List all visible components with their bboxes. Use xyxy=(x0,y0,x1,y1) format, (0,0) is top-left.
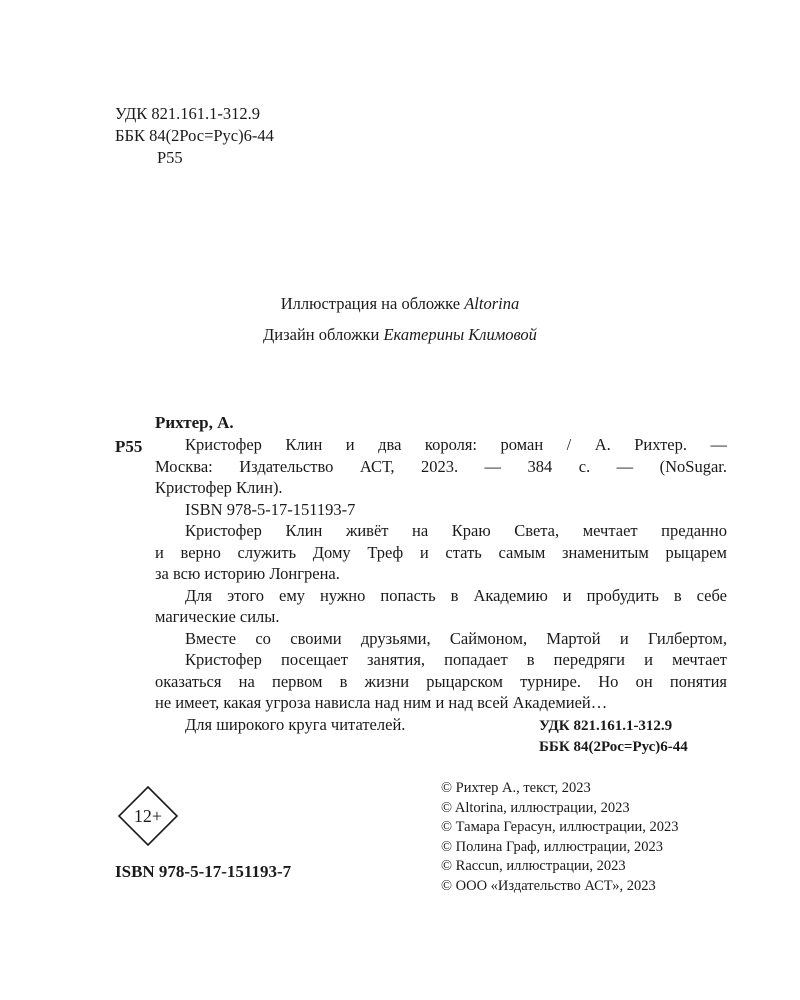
annotation-line: магические силы. xyxy=(155,607,280,626)
entry-line: Кристофер Клин). xyxy=(155,478,283,497)
copyright-line: © ООО «Издательство АСТ», 2023 xyxy=(441,877,656,894)
annotation-line: оказаться на первом в жизни рыцарском турнире. Но он понятия xyxy=(155,671,727,691)
copyright-line: © Altorina, иллюстрации, 2023 xyxy=(441,799,630,816)
entry-author: Рихтер, А. xyxy=(155,413,234,432)
design-credit xyxy=(0,325,800,345)
illustration-label: Иллюстрация на обложке xyxy=(280,294,461,313)
bibliographic-entry xyxy=(155,434,727,735)
copyright-line: © Рихтер А., текст, 2023 xyxy=(441,780,591,796)
top-classification-codes xyxy=(115,103,274,169)
annotation-line: не имеет, какая угроза нависла над ним и над всей Академией… xyxy=(155,693,608,712)
entry-isbn: ISBN 978-5-17-151193-7 xyxy=(185,499,356,519)
annotation-line: Кристофер посещает занятия, попадает в передряги и мечтает xyxy=(185,650,727,669)
copyright-line: © Тамара Герасун, иллюстрации, 2023 xyxy=(441,819,679,835)
udk-code: УДК 821.161.1-312.9 xyxy=(115,104,261,123)
isbn-bottom: ISBN 978-5-17-151193-7 xyxy=(115,862,292,881)
illustration-credit xyxy=(0,294,800,314)
copyright-line: © Полина Граф, иллюстрации, 2023 xyxy=(441,838,664,855)
illustrator-name: Altorina xyxy=(464,294,520,313)
age-rating-label: 12+ xyxy=(133,805,163,826)
annotation-line: Для широкого круга читателей. xyxy=(185,714,406,734)
copyright-list xyxy=(441,779,679,896)
bbk-code: ББК 84(2Рос=Рус)6-44 xyxy=(115,126,274,145)
designer-name: Екатерины Климовой xyxy=(383,325,537,344)
annotation-line: за всю историю Лонгрена. xyxy=(155,564,340,583)
entry-line: Кристофер Клин и два короля: роман / А. Рихтер. — xyxy=(185,435,727,454)
annotation-line: Для этого ему нужно попасть в Академию и пробудить в себе xyxy=(185,585,727,605)
bbk-code: ББК 84(2Рос=Рус)6-44 xyxy=(539,739,688,755)
annotation-line: и верно служить Дому Треф и стать самым знаменитым рыцарем xyxy=(155,542,727,562)
copyright-line: © Raccun, иллюстрации, 2023 xyxy=(441,858,626,874)
udk-code: УДК 821.161.1-312.9 xyxy=(539,718,673,734)
entry-mark: Р55 xyxy=(115,437,143,456)
author-mark: Р55 xyxy=(157,148,183,167)
entry-line: Москва: Издательство АСТ, 2023. — 384 с. — (NoSugar. xyxy=(155,456,727,476)
age-rating-badge xyxy=(118,786,178,846)
design-label: Дизайн обложки xyxy=(263,325,380,344)
annotation-line: Вместе со своими друзьями, Саймоном, Мартой и Гилбертом, xyxy=(185,628,727,648)
annotation-line: Кристофер Клин живёт на Краю Света, мечтает преданно xyxy=(185,521,727,540)
bottom-classification-codes xyxy=(539,716,688,758)
